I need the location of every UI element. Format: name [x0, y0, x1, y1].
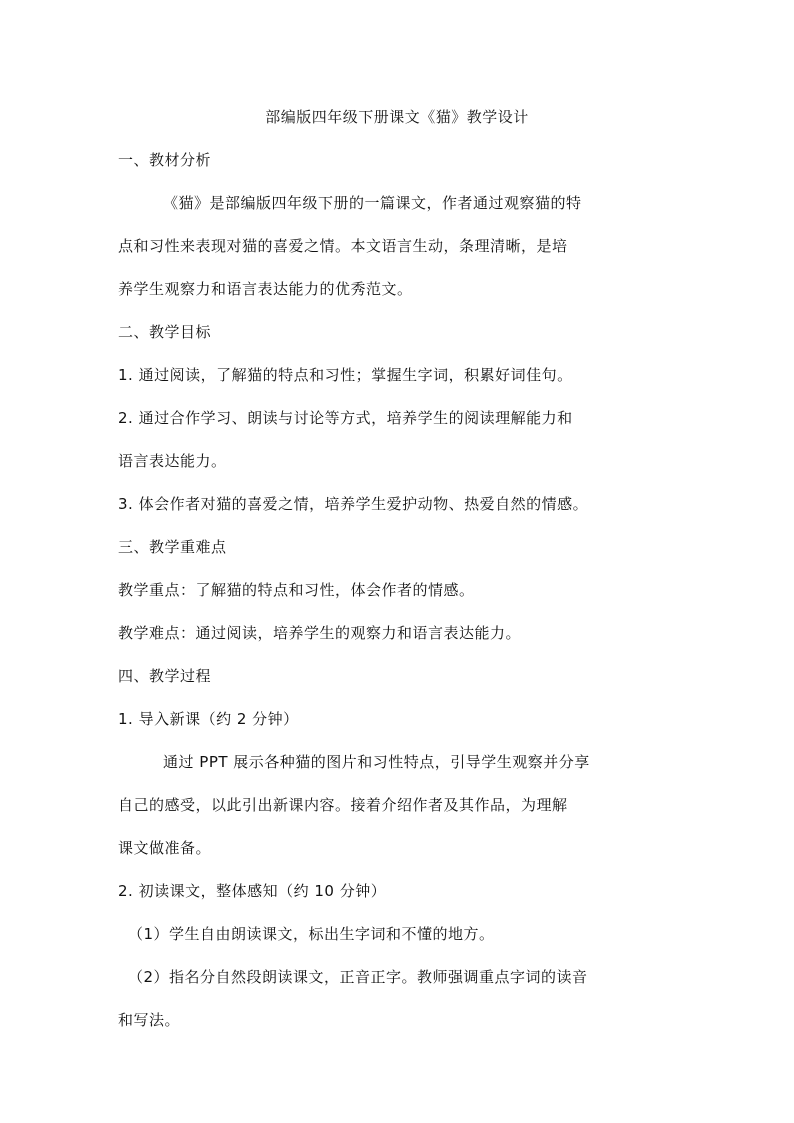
section-heading-analysis: 一、教材分析: [118, 151, 212, 169]
process-step-2-sub-1: （1）学生自由朗读课文，标出生字词和不懂的地方。: [128, 925, 495, 943]
analysis-paragraph-line: 养学生观察力和语言表达能力的优秀范文。: [118, 280, 413, 298]
process-step-2-sub-2-continuation: 和写法。: [118, 1011, 181, 1029]
teaching-focus: 教学重点：了解猫的特点和习性，体会作者的情感。: [118, 581, 475, 599]
goal-item-2-continuation: 语言表达能力。: [118, 452, 227, 470]
process-step-2-heading: 2. 初读课文，整体感知（约 10 分钟）: [118, 882, 387, 900]
process-step-2-sub-2: （2）指名分自然段朗读课文，正音正字。教师强调重点字词的读音: [128, 968, 588, 986]
section-heading-goals: 二、教学目标: [118, 323, 212, 341]
document-title: 部编版四年级下册课文《猫》教学设计: [265, 108, 529, 126]
goal-item-2: 2. 通过合作学习、朗读与讨论等方式，培养学生的阅读理解能力和: [118, 409, 573, 427]
process-step-1-line: 通过 PPT 展示各种猫的图片和习性特点，引导学生观察并分享: [163, 753, 590, 771]
teaching-difficulty: 教学难点：通过阅读，培养学生的观察力和语言表达能力。: [118, 624, 522, 642]
goal-item-3: 3. 体会作者对猫的喜爱之情，培养学生爱护动物、热爱自然的情感。: [118, 495, 589, 513]
section-heading-process: 四、教学过程: [118, 667, 212, 685]
analysis-paragraph-line: 《猫》是部编版四年级下册的一篇课文，作者通过观察猫的特: [163, 194, 582, 212]
analysis-paragraph-line: 点和习性来表现对猫的喜爱之情。本文语言生动，条理清晰，是培: [118, 237, 568, 255]
goal-item-1: 1. 通过阅读，了解猫的特点和习性；掌握生字词，积累好词佳句。: [118, 366, 573, 384]
section-heading-keypoints: 三、教学重难点: [118, 538, 227, 556]
process-step-1-heading: 1. 导入新课（约 2 分钟）: [118, 710, 299, 728]
process-step-1-line: 课文做准备。: [118, 839, 212, 857]
process-step-1-line: 自己的感受，以此引出新课内容。接着介绍作者及其作品，为理解: [118, 796, 568, 814]
